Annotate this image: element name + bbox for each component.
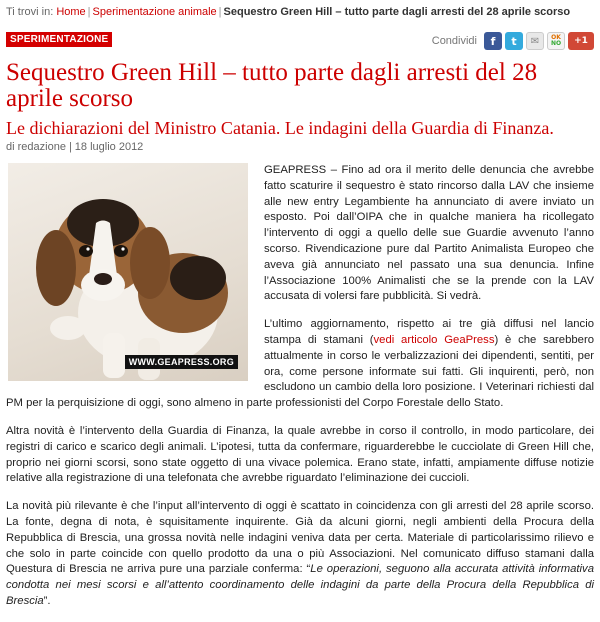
- questura-quote: Le operazioni, seguono alla accurata attività informativa condotta nei mesi scorsi e all’attento coordinamento delle indagini da parte della Procura della Repubblica di Brescia: [6, 563, 594, 607]
- article-subtitle: Le dichiarazioni del Ministro Catania. Le indagini della Guardia di Finanza.: [6, 118, 554, 138]
- breadcrumb-section-link[interactable]: Sperimentazione animale: [92, 6, 217, 18]
- breadcrumb-home-link[interactable]: Home: [56, 6, 86, 18]
- paragraph-3: Altra novità è l’intervento della Guardia di Finanza, la quale avrebbe in corso il controllo, in modo particolare, dei registri di carico e scarico degli animali. L’ipotesi, tutta da confermare, riguarderebbe le cucciolate di Green Hill che, proprio nei giorni scorsi, sono state oggetto di una vivace polemica. Erano state, infatti, ampiamente diffuse notizie relative alla registrazione di una telefonata che avrebbe riguardato l’eliminazione dei cuccioli.: [6, 424, 594, 485]
- share-label: Condividi: [431, 35, 477, 47]
- breadcrumb-current: Sequestro Green Hill – tutto parte dagli arresti del 28 aprile scorso: [223, 6, 571, 18]
- share-bar: [432, 30, 594, 52]
- article-title: Sequestro Green Hill – tutto parte dagli arresti del 28 aprile scorso: [6, 59, 538, 112]
- paragraph-4: La novità più rilevante è che l’input all’intervento di oggi è scattato in coincidenza con gli arresti del 28 aprile scorso. La fonte, degna di nota, è squisitamente inquirente. Già da alcuni giorni, negli ambienti della Procura della Repubblica di Brescia, una grossa novità nelle indagini veniva data per certa. Materiale di particolarissimo rilievo e che solo in parte coincide con quello prodotto da una o più Associazioni. Nel comunicato diffuso stamani dalla Questura di Brescia ne arriva pure una parziale conferma: “Le operazioni, seguono alla accurata attività informativa condotta nei mesi scorsi e all’attento coordinamento delle indagini da parte della Procura della Repubblica di Brescia”.: [6, 500, 594, 607]
- article-toolbar: [6, 30, 594, 52]
- beagle-puppy-image: [8, 163, 248, 381]
- author: di redazione: [6, 141, 66, 153]
- image-watermark: WWW.GEAPRESS.ORG: [125, 355, 238, 369]
- facebook-icon[interactable]: f: [484, 32, 502, 50]
- byline: di redazione | 18 luglio 2012: [6, 141, 144, 153]
- oknotizie-icon[interactable]: OK NO: [547, 32, 565, 50]
- publish-date: 18 luglio 2012: [74, 141, 144, 153]
- google-plus-icon[interactable]: +1: [568, 32, 594, 50]
- geapress-article-link[interactable]: vedi articolo GeaPress: [373, 333, 495, 346]
- paragraph-1: GEAPRESS – Fino ad ora il merito delle denuncia che avrebbe fatto scaturire il sequestro è stato rincorso dalla LAV che insieme alle new entry Legambiente ha annunciato di avere inviato un esposto. Poi dall’OIPA che in qualche maniera ha ricollegato l’intervento di oggi a quello delle sue Guardie avvenuto l’anno scorso. Rivendicazione pure dal Partito Animalista Europeo che aveva già annunciato nel passato una sua denuncia. Infine l’Associazione 100% Animalisti che se la prende con la LAV accusata di volersi fare pubblicità. Si vedrà.: [264, 164, 594, 303]
- twitter-icon[interactable]: t: [505, 32, 523, 50]
- category-badge[interactable]: SPERIMENTAZIONE: [6, 32, 112, 47]
- breadcrumb-prefix: Ti trovi in:: [6, 6, 54, 18]
- article-photo: [8, 163, 248, 381]
- paragraph-2: L’ultimo aggiornamento, rispetto ai tre già diffusi nel lancio stampa di stamani (vedi articolo GeaPress) è che sarebbero attualmente in corso le verbalizzazioni dei dipendenti, sentiti, per ora, come persone informate sui fatti. Gli inquirenti, però, non escludono un cambio della loro posizione. I Veterinari richiesti dal PM per la perquisizione di oggi, sono almeno in parte professionisti del Corpo Forestale dello Stato.: [6, 318, 594, 410]
- breadcrumb: Ti trovi in: Home | Sperimentazione animale | Sequestro Green Hill – tutto parte dagli arresti del 28 aprile scorso: [6, 6, 571, 18]
- email-icon[interactable]: ✉: [526, 32, 544, 50]
